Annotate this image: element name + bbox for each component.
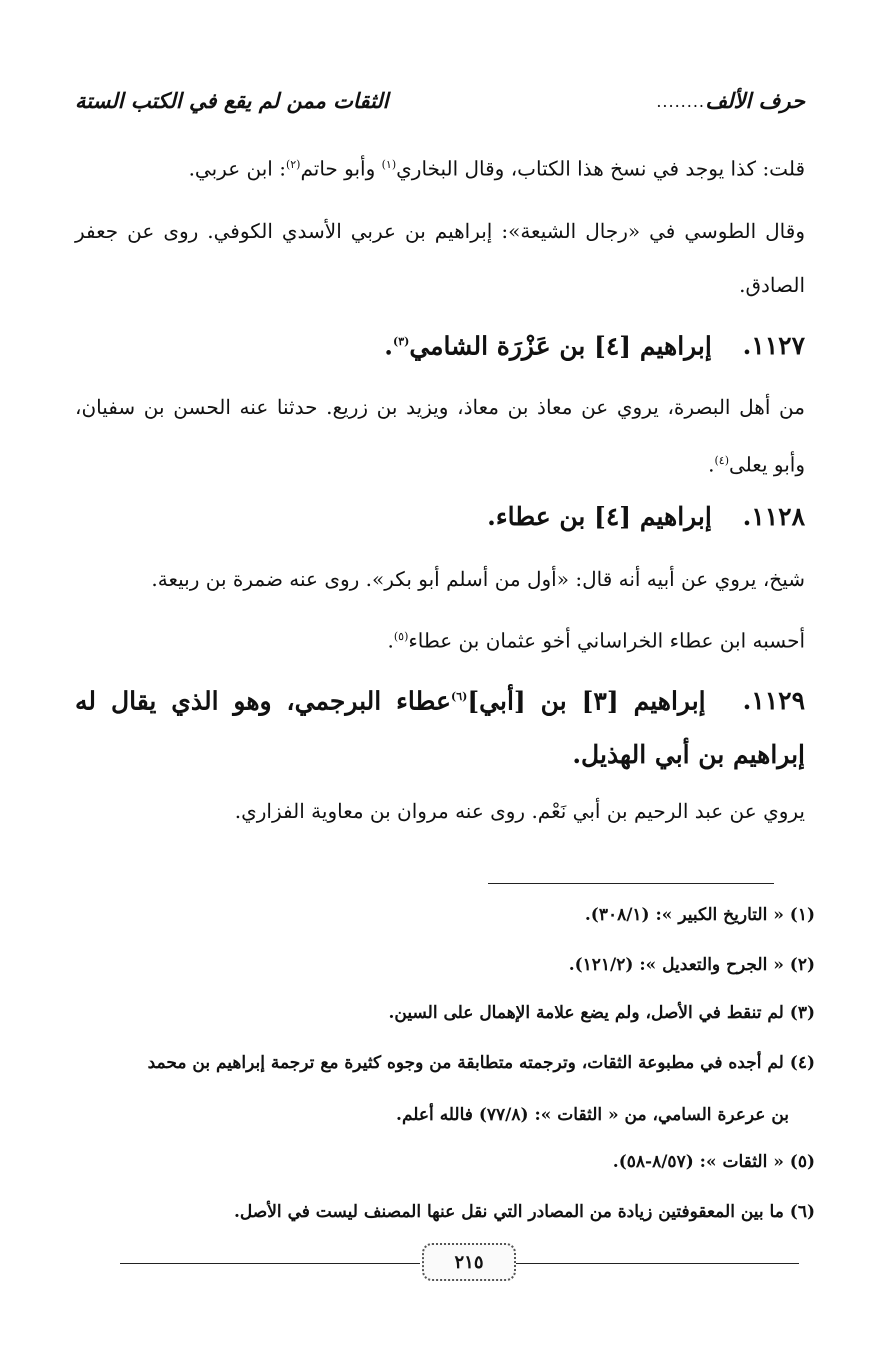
running-header xyxy=(75,88,805,122)
entry-1128-body-1: شيخ، يروي عن أبيه أنه قال: «أول من أسلم أبو بكر». روى عنه ضمرة بن ربيعة. xyxy=(151,567,805,591)
entry-1129-heading: ١١٢٩. إبراهيم [٣] بن [أبي]$^{(٦)}$عطاء البرجمي، وهو الذي يقال له إبراهيم بن أبي الهذيل. xyxy=(75,686,805,770)
entry-1128-heading xyxy=(75,490,805,544)
entry-title: إبراهيم [٤] بن عطاء. xyxy=(487,502,712,531)
entry-1129-body: يروي عن عبد الرحيم بن أبي نَعْم. روى عنه مروان بن معاوية الفزاري. xyxy=(234,799,805,823)
paragraph-tusi: وقال الطوسي في «رجال الشيعة»: إبراهيم بن عربي الأسدي الكوفي. روى عن جعفر الصادق. xyxy=(75,219,805,297)
header-book-title: الثقات ممن لم يقع في الكتب الستة xyxy=(75,88,389,113)
entry-1127-body: من أهل البصرة، يروي عن معاذ بن معاذ، ويزيد بن زريع. حدثنا عنه الحسن بن سفيان، وأبو يعلى$^{(٤)}$. xyxy=(75,395,805,477)
header-chapter: حرف الألف xyxy=(705,88,805,113)
footnote-6: (٦) ما بين المعقوفتين زيادة من المصادر التي نقل عنها المصنف ليست في الأصل. xyxy=(234,1202,815,1222)
entry-number: ١١٢٧. xyxy=(742,331,805,361)
footnote-ref: (٢) xyxy=(285,158,301,171)
page-number: ٢١٥ xyxy=(422,1243,516,1281)
paragraph-note: قلت: كذا يوجد في نسخ هذا الكتاب، وقال البخاري$^{(١)}$ وأبو حاتم$^{(٢)}$: ابن عربي. xyxy=(188,156,805,181)
header-dots: ........ xyxy=(656,92,705,111)
entry-title: إبراهيم [٤] بن عَزْرَة الشامي xyxy=(409,331,712,361)
footnote-1: (١) « التاريخ الكبير »: (٣٠٨/١). xyxy=(584,905,815,925)
bottom-rule-right xyxy=(515,1263,799,1264)
entry-number: ١١٢٨. xyxy=(742,502,805,531)
footnote-4: (٤) لم أجده في مطبوعة الثقات، وترجمته متطابقة من وجوه كثيرة مع ترجمة إبراهيم بن محمد xyxy=(147,1053,815,1073)
footnote-5: (٥) « الثقات »: (٨/٥٧-٥٨). xyxy=(612,1152,815,1172)
entry-1127-heading: ١١٢٧. إبراهيم [٤] بن عَزْرَة الشامي$^{(٣)}$. xyxy=(384,331,805,361)
footnote-3: (٣) لم تنقط في الأصل، ولم يضع علامة الإهمال على السين. xyxy=(388,1003,815,1023)
footnote-2: (٢) « الجرح والتعديل »: (١٢١/٢). xyxy=(568,955,815,975)
footnote-ref: (١) xyxy=(381,158,397,171)
entry-1128-body-2: أحسبه ابن عطاء الخراساني أخو عثمان بن عطاء$^{(٥)}$. xyxy=(387,628,805,653)
entry-number: ١١٢٩. xyxy=(742,686,805,716)
footnote-4-continued: بن عرعرة السامي، من « الثقات »: (٧٧/٨) فالله أعلم. xyxy=(396,1105,789,1125)
footnote-separator xyxy=(488,883,774,884)
bottom-rule-left xyxy=(120,1263,420,1264)
